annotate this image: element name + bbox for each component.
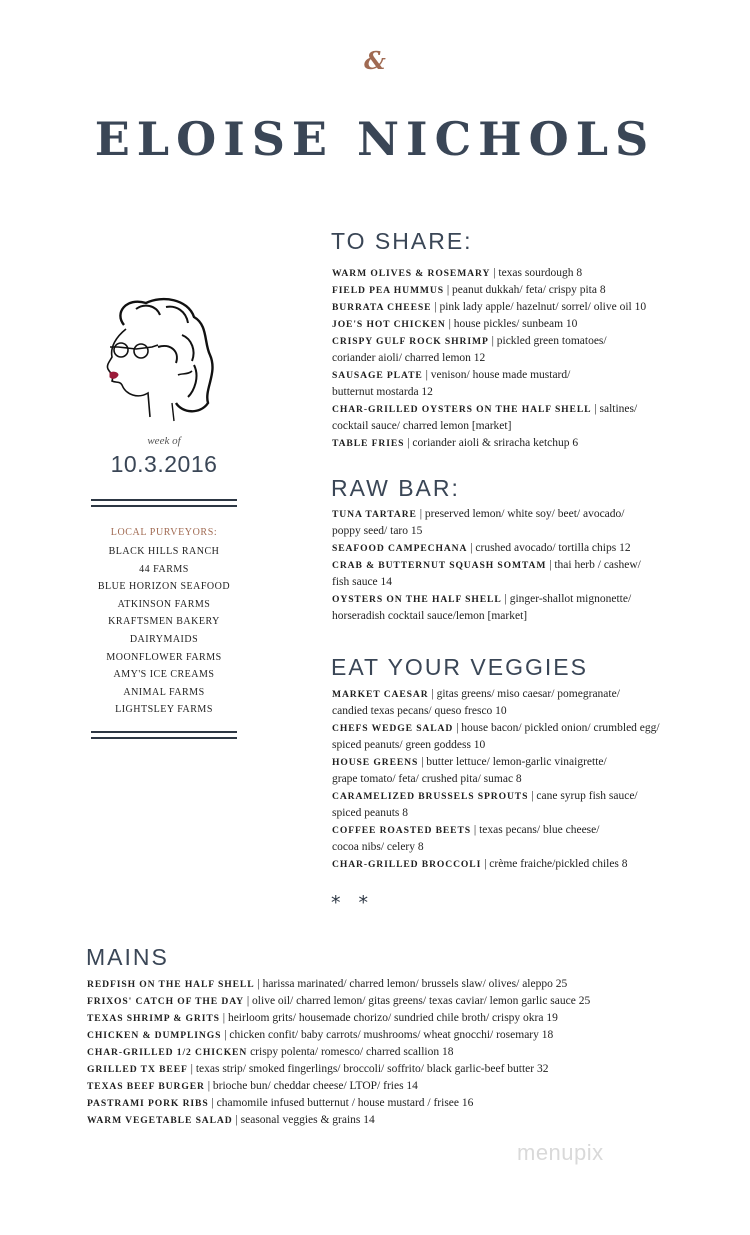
section-title-mains: MAINS: [86, 944, 169, 970]
dish-description: crispy polenta/ romesco/ charred scallion 18: [247, 1046, 454, 1058]
dish-description: | texas sourdough 8: [490, 267, 583, 279]
menu-item-line: [87, 1010, 747, 1027]
dish-name: TEXAS SHRIMP & GRITS: [87, 1013, 220, 1024]
dish-name: CHEFS WEDGE SALAD: [332, 723, 454, 734]
purveyor-item: ANIMAL FARMS: [123, 686, 205, 698]
menu-item-line: [332, 316, 742, 333]
dish-description: | heirloom grits/ housemade chorizo/ sundried chile broth/ crispy okra 19: [219, 1012, 558, 1024]
ampersand-mark: &: [364, 46, 386, 75]
divider-rule: [91, 505, 237, 507]
dish-name: OYSTERS ON THE HALF SHELL: [332, 594, 502, 605]
dish-description: | crème fraiche/pickled chiles 8: [481, 858, 628, 870]
menu-item-line: [332, 686, 742, 703]
purveyor-item: ATKINSON FARMS: [117, 598, 211, 610]
dish-name: TUNA TARTARE: [332, 509, 417, 520]
restaurant-title: ELOISE NICHOLS: [94, 112, 656, 166]
dish-description: | house pickles/ sunbeam 10: [445, 318, 578, 330]
menu-item-line: [332, 839, 742, 856]
menu-date: 10.3.2016: [110, 451, 218, 477]
menu-item-line: [87, 1044, 747, 1061]
week-of-label: week of: [147, 435, 181, 447]
dish-description: cocktail sauce/ charred lemon [market]: [332, 420, 512, 432]
dish-name: MARKET CAESAR: [332, 689, 429, 700]
menu-item-line: [332, 350, 742, 367]
dish-name: WARM VEGETABLE SALAD: [87, 1115, 233, 1126]
dish-description: | pickled green tomatoes/: [488, 335, 607, 347]
dish-name: CHAR-GRILLED 1/2 CHICKEN: [87, 1047, 248, 1058]
menu-item-line: [332, 856, 742, 873]
menu-item-line: [332, 822, 742, 839]
dish-description: | gitas greens/ miso caesar/ pomegranate/: [428, 688, 620, 700]
menu-item-line: [332, 574, 742, 591]
menu-item-line: [332, 265, 742, 282]
to-share-list: [332, 265, 742, 452]
dish-name: HOUSE GREENS: [332, 757, 419, 768]
dish-name: CARAMELIZED BRUSSELS SPROUTS: [332, 791, 529, 802]
menu-item-line: [87, 1027, 747, 1044]
dish-name: SEAFOOD CAMPECHANA: [332, 543, 468, 554]
menu-item-line: [332, 384, 742, 401]
dish-name: FIELD PEA HUMMUS: [332, 285, 444, 296]
dish-name: BURRATA CHEESE: [332, 302, 432, 313]
purveyor-item: LIGHTSLEY FARMS: [115, 704, 213, 716]
section-title-eat-your-veggies: EAT YOUR VEGGIES: [331, 654, 588, 680]
dish-description: | brioche bun/ cheddar cheese/ LTOP/ fries 14: [204, 1080, 418, 1092]
dish-description: horseradish cocktail sauce/lemon [market]: [332, 610, 528, 622]
purveyor-item: 44 FARMS: [139, 563, 189, 575]
menu-item-line: [332, 771, 742, 788]
dish-description: | texas pecans/ blue cheese/: [471, 824, 600, 836]
menu-item-line: [332, 299, 742, 316]
dish-description: | olive oil/ charred lemon/ gitas greens/ texas caviar/ lemon garlic sauce 25: [244, 995, 591, 1007]
divider-rule: [91, 737, 237, 739]
raw-bar-list: [332, 506, 742, 625]
menu-item-line: [87, 976, 747, 993]
menu-item-line: [87, 1061, 747, 1078]
section-title-to-share: TO SHARE:: [331, 228, 473, 254]
menu-item-line: [332, 333, 742, 350]
dish-name: CRISPY GULF ROCK SHRIMP: [332, 336, 489, 347]
dish-description: | ginger-shallot mignonette/: [501, 593, 632, 605]
dish-description: fish sauce 14: [332, 576, 393, 588]
dish-description: | seasonal veggies & grains 14: [232, 1114, 375, 1126]
dish-description: grape tomato/ feta/ crushed pita/ sumac 8: [332, 773, 522, 785]
menu-item-line: [332, 506, 742, 523]
menu-item-line: [332, 591, 742, 608]
dish-description: spiced peanuts 8: [332, 807, 409, 819]
dish-description: | saltines/: [591, 403, 638, 415]
dish-description: | harissa marinated/ charred lemon/ brussels slaw/ olives/ aleppo 25: [254, 978, 568, 990]
menu-item-line: [332, 754, 742, 771]
dish-name: WARM OLIVES & ROSEMARY: [332, 268, 491, 279]
dish-description: | coriander aioli & sriracha ketchup 6: [404, 437, 579, 449]
dish-description: candied texas pecans/ queso fresco 10: [332, 705, 507, 717]
dish-name: CHICKEN & DUMPLINGS: [87, 1030, 222, 1041]
dish-description: coriander aioli/ charred lemon 12: [332, 352, 486, 364]
veggies-list: [332, 686, 742, 873]
menu-item-line: [332, 788, 742, 805]
purveyor-item: BLUE HORIZON SEAFOOD: [97, 581, 231, 593]
section-title-raw-bar: RAW BAR:: [331, 475, 460, 501]
dish-description: | thai herb / cashew/: [546, 559, 641, 571]
menu-item-line: [332, 720, 742, 737]
mains-list: [87, 976, 747, 1129]
dish-name: CHAR-GRILLED BROCCOLI: [332, 859, 482, 870]
section-divider-stars: * *: [331, 892, 375, 914]
menu-item-line: [332, 540, 742, 557]
dish-name: TEXAS BEEF BURGER: [87, 1081, 205, 1092]
menu-item-line: [332, 557, 742, 574]
dish-description: | peanut dukkah/ feta/ crispy pita 8: [443, 284, 606, 296]
dish-name: PASTRAMI PORK RIBS: [87, 1098, 209, 1109]
menu-item-line: [87, 993, 747, 1010]
menu-item-line: [87, 1095, 747, 1112]
purveyor-item: BLACK HILLS RANCH: [108, 546, 220, 557]
portrait-illustration: [96, 295, 226, 425]
purveyors-title: LOCAL PURVEYORS:: [110, 527, 218, 538]
dish-description: | preserved lemon/ white soy/ beet/ avocado/: [416, 508, 625, 520]
dish-description: spiced peanuts/ green goddess 10: [332, 739, 486, 751]
dish-description: | house bacon/ pickled onion/ crumbled egg/: [453, 722, 660, 734]
menu-item-line: [332, 367, 742, 384]
dish-description: butternut mostarda 12: [332, 386, 433, 398]
dish-description: | butter lettuce/ lemon-garlic vinaigrette/: [418, 756, 607, 768]
dish-description: | pink lady apple/ hazelnut/ sorrel/ olive oil 10: [431, 301, 647, 313]
dish-name: CHAR-GRILLED OYSTERS ON THE HALF SHELL: [332, 404, 592, 415]
menupix-watermark: menupix: [517, 1140, 604, 1165]
dish-name: SAUSAGE PLATE: [332, 370, 423, 381]
dish-description: cocoa nibs/ celery 8: [332, 841, 424, 853]
dish-name: REDFISH ON THE HALF SHELL: [87, 979, 255, 990]
menu-item-line: [332, 418, 742, 435]
dish-description: | texas strip/ smoked fingerlings/ broccoli/ soffrito/ black garlic-beef butter 32: [187, 1063, 549, 1075]
menu-item-line: [332, 435, 742, 452]
purveyor-item: DAIRYMAIDS: [129, 633, 199, 645]
dish-description: | chamomile infused butternut / house mustard / frisee 16: [208, 1097, 474, 1109]
dish-name: COFFEE ROASTED BEETS: [332, 825, 472, 836]
dish-description: | chicken confit/ baby carrots/ mushrooms/ wheat gnocchi/ rosemary 18: [221, 1029, 554, 1041]
purveyor-item: MOONFLOWER FARMS: [106, 651, 222, 663]
dish-name: TABLE FRIES: [332, 438, 405, 449]
dish-name: GRILLED TX BEEF: [87, 1064, 188, 1075]
dish-description: | venison/ house made mustard/: [422, 369, 571, 381]
menu-item-line: [332, 805, 742, 822]
menu-item-line: [87, 1112, 747, 1129]
dish-name: FRIXOS' CATCH OF THE DAY: [87, 996, 244, 1007]
menu-item-line: [332, 282, 742, 299]
dish-description: | cane syrup fish sauce/: [528, 790, 638, 802]
purveyors-list: [90, 543, 238, 719]
purveyor-item: AMY'S ICE CREAMS: [113, 669, 215, 681]
menu-item-line: [332, 523, 742, 540]
menu-item-line: [332, 703, 742, 720]
divider-rule: [91, 731, 237, 733]
divider-rule: [91, 499, 237, 501]
menu-item-line: [87, 1078, 747, 1095]
menu-item-line: [332, 608, 742, 625]
purveyor-item: KRAFTSMEN BAKERY: [108, 616, 220, 628]
dish-description: poppy seed/ taro 15: [332, 525, 423, 537]
dish-name: JOE'S HOT CHICKEN: [332, 319, 446, 330]
menu-item-line: [332, 737, 742, 754]
dish-name: CRAB & BUTTERNUT SQUASH SOMTAM: [332, 560, 547, 571]
menu-item-line: [332, 401, 742, 418]
dish-description: | crushed avocado/ tortilla chips 12: [467, 542, 631, 554]
